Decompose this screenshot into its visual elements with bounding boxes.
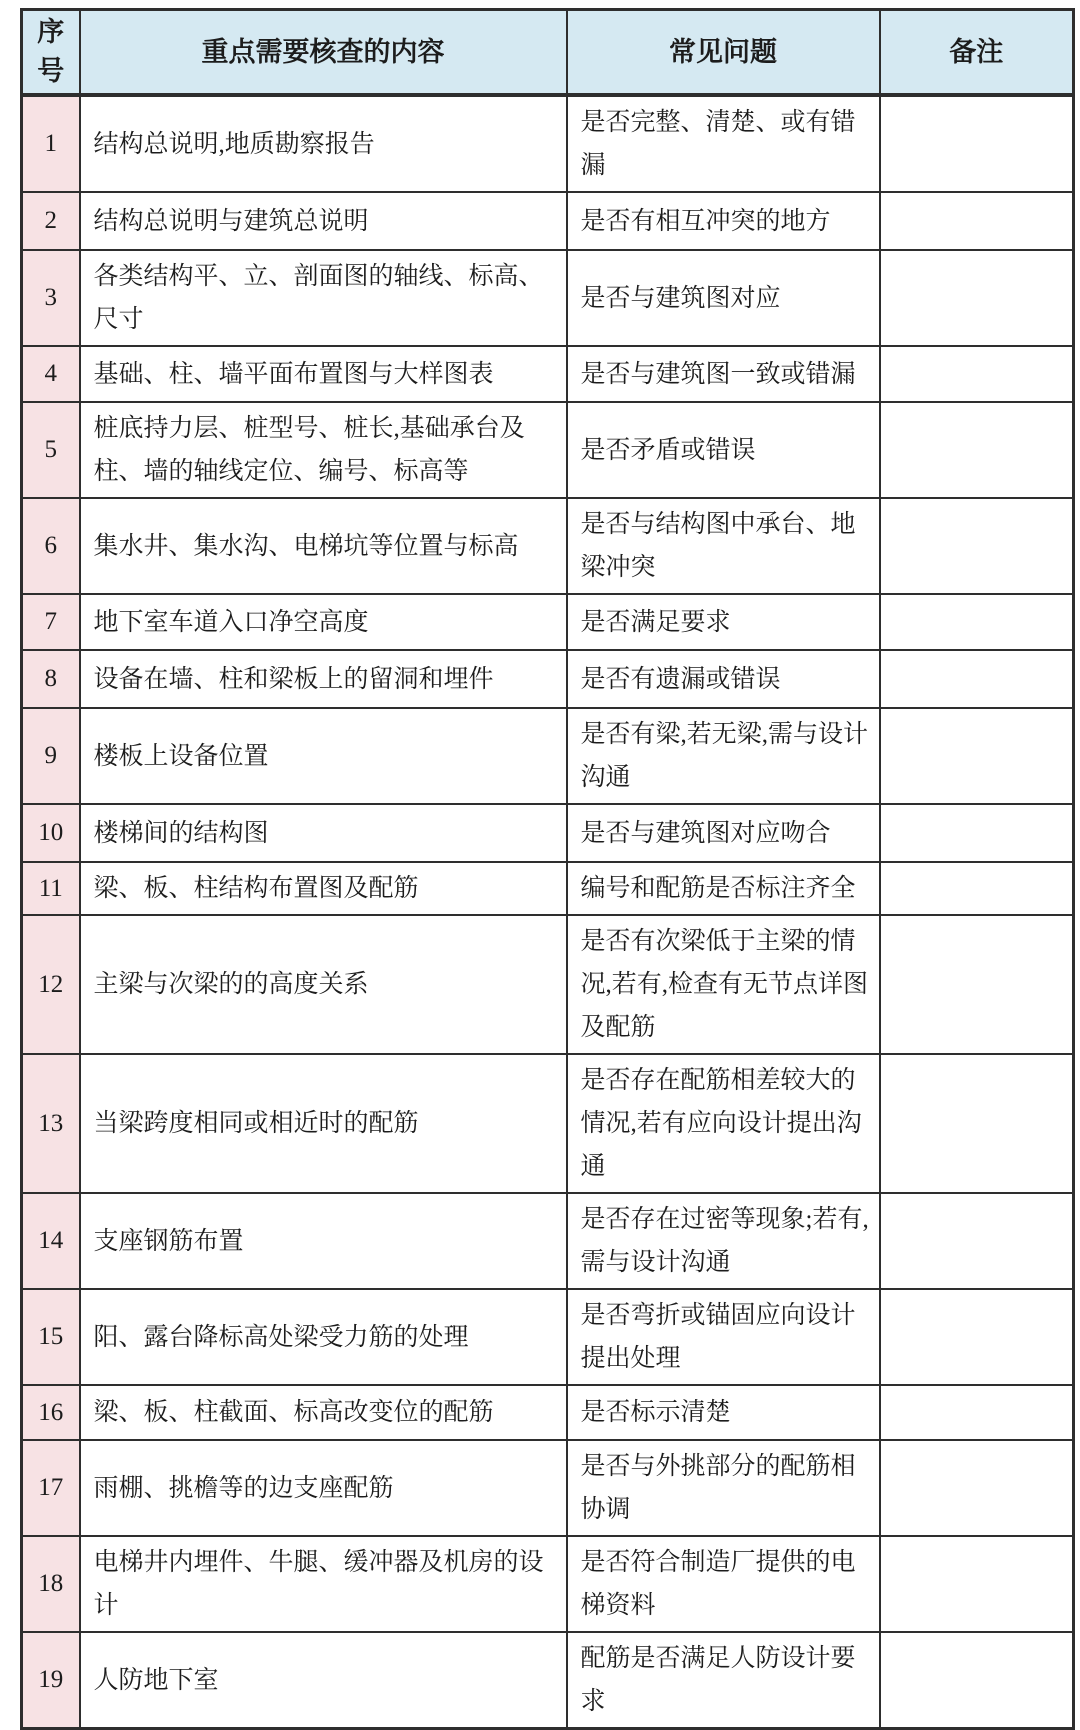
content-cell: 地下室车道入口净空高度: [80, 594, 567, 650]
content-cell: 集水井、集水沟、电梯坑等位置与标高: [80, 498, 567, 594]
problem-cell: 是否有次梁低于主梁的情况,若有,检查有无节点详图及配筋: [567, 915, 880, 1054]
problem-cell: 是否存在过密等现象;若有,需与设计沟通: [567, 1193, 880, 1289]
problem-cell: 编号和配筋是否标注齐全: [567, 862, 880, 915]
problem-cell: 是否满足要求: [567, 594, 880, 650]
header-check-content: 重点需要核查的内容: [80, 10, 567, 96]
content-cell: 结构总说明与建筑总说明: [80, 192, 567, 250]
header-remarks: 备注: [880, 10, 1074, 96]
serial-cell: 13: [22, 1054, 80, 1193]
content-cell: 楼梯间的结构图: [80, 804, 567, 862]
table-row: [22, 1289, 1074, 1385]
problem-cell: 是否有相互冲突的地方: [567, 192, 880, 250]
content-cell: 基础、柱、墙平面布置图与大样图表: [80, 346, 567, 402]
table-row: [22, 594, 1074, 650]
note-cell: [880, 862, 1074, 915]
problem-cell: 是否与结构图中承台、地梁冲突: [567, 498, 880, 594]
serial-cell: 17: [22, 1440, 80, 1536]
note-cell: [880, 1536, 1074, 1632]
table-header: [22, 10, 1074, 96]
note-cell: [880, 1440, 1074, 1536]
note-cell: [880, 1632, 1074, 1729]
table-row: [22, 250, 1074, 346]
serial-cell: 10: [22, 804, 80, 862]
content-cell: 各类结构平、立、剖面图的轴线、标高、尺寸: [80, 250, 567, 346]
problem-cell: 是否符合制造厂提供的电梯资料: [567, 1536, 880, 1632]
note-cell: [880, 650, 1074, 708]
note-cell: [880, 708, 1074, 804]
serial-cell: 14: [22, 1193, 80, 1289]
serial-cell: 15: [22, 1289, 80, 1385]
table-row: [22, 95, 1074, 192]
content-cell: 主梁与次梁的的高度关系: [80, 915, 567, 1054]
table-row: [22, 1536, 1074, 1632]
table-row: [22, 346, 1074, 402]
table-row: [22, 804, 1074, 862]
serial-cell: 19: [22, 1632, 80, 1729]
serial-cell: 5: [22, 402, 80, 498]
note-cell: [880, 250, 1074, 346]
content-cell: 人防地下室: [80, 1632, 567, 1729]
note-cell: [880, 498, 1074, 594]
note-cell: [880, 804, 1074, 862]
problem-cell: 是否矛盾或错误: [567, 402, 880, 498]
header-serial-number: 序号: [22, 10, 80, 96]
problem-cell: 是否存在配筋相差较大的情况,若有应向设计提出沟通: [567, 1054, 880, 1193]
serial-cell: 18: [22, 1536, 80, 1632]
note-cell: [880, 1385, 1074, 1440]
table-row: [22, 1054, 1074, 1193]
header-common-problems: 常见问题: [567, 10, 880, 96]
problem-cell: 是否有梁,若无梁,需与设计沟通: [567, 708, 880, 804]
problem-cell: 是否与建筑图对应: [567, 250, 880, 346]
serial-cell: 8: [22, 650, 80, 708]
table-row: [22, 498, 1074, 594]
serial-cell: 2: [22, 192, 80, 250]
content-cell: 电梯井内埋件、牛腿、缓冲器及机房的设计: [80, 1536, 567, 1632]
table-row: [22, 192, 1074, 250]
table-row: [22, 1440, 1074, 1536]
table-row: [22, 915, 1074, 1054]
problem-cell: 是否弯折或锚固应向设计提出处理: [567, 1289, 880, 1385]
checklist-table-container: [20, 8, 1075, 1730]
content-cell: 楼板上设备位置: [80, 708, 567, 804]
header-row: [22, 10, 1074, 96]
table-row: [22, 1193, 1074, 1289]
content-cell: 阳、露台降标高处梁受力筋的处理: [80, 1289, 567, 1385]
serial-cell: 4: [22, 346, 80, 402]
problem-cell: 是否标示清楚: [567, 1385, 880, 1440]
serial-cell: 9: [22, 708, 80, 804]
serial-cell: 11: [22, 862, 80, 915]
problem-cell: 是否完整、清楚、或有错漏: [567, 95, 880, 192]
serial-cell: 16: [22, 1385, 80, 1440]
note-cell: [880, 1054, 1074, 1193]
note-cell: [880, 1289, 1074, 1385]
note-cell: [880, 402, 1074, 498]
table-row: [22, 1385, 1074, 1440]
note-cell: [880, 915, 1074, 1054]
note-cell: [880, 192, 1074, 250]
content-cell: 梁、板、柱截面、标高改变位的配筋: [80, 1385, 567, 1440]
content-cell: 雨棚、挑檐等的边支座配筋: [80, 1440, 567, 1536]
problem-cell: 是否与外挑部分的配筋相协调: [567, 1440, 880, 1536]
content-cell: 结构总说明,地质勘察报告: [80, 95, 567, 192]
table-row: [22, 650, 1074, 708]
note-cell: [880, 1193, 1074, 1289]
content-cell: 梁、板、柱结构布置图及配筋: [80, 862, 567, 915]
content-cell: 设备在墙、柱和梁板上的留洞和埋件: [80, 650, 567, 708]
serial-cell: 12: [22, 915, 80, 1054]
table-body: [22, 95, 1074, 1729]
note-cell: [880, 346, 1074, 402]
problem-cell: 是否与建筑图对应吻合: [567, 804, 880, 862]
serial-cell: 6: [22, 498, 80, 594]
note-cell: [880, 594, 1074, 650]
content-cell: 桩底持力层、桩型号、桩长,基础承台及柱、墙的轴线定位、编号、标高等: [80, 402, 567, 498]
table-row: [22, 402, 1074, 498]
content-cell: 支座钢筋布置: [80, 1193, 567, 1289]
note-cell: [880, 95, 1074, 192]
checklist-table: [20, 8, 1075, 1730]
serial-cell: 3: [22, 250, 80, 346]
table-row: [22, 1632, 1074, 1729]
problem-cell: 是否与建筑图一致或错漏: [567, 346, 880, 402]
problem-cell: 是否有遗漏或错误: [567, 650, 880, 708]
serial-cell: 7: [22, 594, 80, 650]
serial-cell: 1: [22, 95, 80, 192]
content-cell: 当梁跨度相同或相近时的配筋: [80, 1054, 567, 1193]
problem-cell: 配筋是否满足人防设计要求: [567, 1632, 880, 1729]
table-row: [22, 708, 1074, 804]
table-row: [22, 862, 1074, 915]
